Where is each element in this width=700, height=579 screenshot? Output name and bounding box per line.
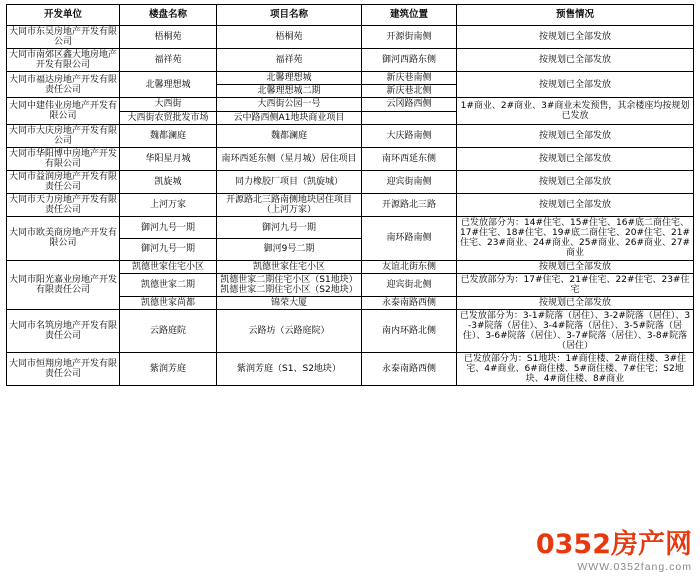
cell-building-name: 大西街农贸批发市场 — [120, 111, 217, 124]
cell-location — [362, 111, 457, 124]
cell-developer: 大同市华阳博中房地产开发有限公司 — [7, 147, 120, 170]
table-row — [7, 194, 694, 217]
cell-building-name: 梧桐苑 — [120, 26, 217, 49]
cell-building-name: 大西街 — [120, 98, 217, 111]
cell-project-name: 大西街公园一号 — [217, 98, 362, 111]
watermark-logo — [442, 531, 692, 573]
table-row — [7, 98, 694, 111]
col-header-building: 楼盘名称 — [120, 5, 217, 26]
cell-location: 大庆路南侧 — [362, 124, 457, 147]
cell-developer: 大同市欧美商房地产开发有限公司 — [7, 217, 120, 260]
cell-project-name: 锦荣大厦 — [217, 296, 362, 309]
cell-sale-status: 按规划已全部发放 — [457, 260, 694, 273]
watermark-sub: WWW.0352fang.com — [577, 561, 692, 573]
cell-sale-status: 按规划已全部发放 — [457, 296, 694, 309]
table-row — [7, 26, 694, 49]
cell-project-name: 魏都澜庭 — [217, 124, 362, 147]
table-row — [7, 260, 694, 273]
cell-location: 南环西延东侧 — [362, 147, 457, 170]
cell-building-name: 北馨理想城 — [120, 72, 217, 98]
cell-developer: 大同市东吴房地产开发有限公司 — [7, 26, 120, 49]
cell-building-name: 紫润芳庭 — [120, 353, 217, 386]
cell-location: 新庆巷南侧 — [362, 72, 457, 85]
cell-building-name: 魏都澜庭 — [120, 124, 217, 147]
table-row — [7, 124, 694, 147]
cell-location: 永泰南路西侧 — [362, 296, 457, 309]
cell-developer: 大同市福达房地产开发有限责任公司 — [7, 72, 120, 98]
cell-sale-status: 已发放部分为：S1地块：1#商住楼、2#商住楼、3#住宅、4#商业、6#商住楼、5#商住楼、7#住宅；S2地块、4#商住楼、8#商业 — [457, 353, 694, 386]
cell-sale-status: 按规划已全部发放 — [457, 170, 694, 193]
cell-project-name: 紫润芳庭（S1、S2地块） — [217, 353, 362, 386]
cell-sale-status: 1#商业、2#商业、3#商业未发预售，其余楼座均按规划已发放 — [457, 98, 694, 124]
cell-developer: 大同市名筑房地产开发有限责任公司 — [7, 309, 120, 352]
cell-developer: 大同市恒翔房地产开发有限责任公司 — [7, 353, 120, 386]
cell-location: 新庆巷北侧 — [362, 85, 457, 98]
col-header-project: 项目名称 — [217, 5, 362, 26]
watermark-number: 0352 — [535, 529, 611, 560]
cell-building-name: 华阳星月城 — [120, 147, 217, 170]
cell-developer: 大同中建伟业房地产开发有限公司 — [7, 98, 120, 124]
cell-building-name: 上河万家 — [120, 194, 217, 217]
cell-sale-status: 按规划已全部发放 — [457, 194, 694, 217]
cell-building-name: 凯德世家尚都 — [120, 296, 217, 309]
cell-building-name: 御河九号一期 — [120, 238, 217, 260]
cell-project-name: 梧桐苑 — [217, 26, 362, 49]
cell-sale-status: 按规划已全部发放 — [457, 26, 694, 49]
table-row — [7, 309, 694, 352]
cell-location: 开源路北三路 — [362, 194, 457, 217]
cell-developer: 大同市天力房地产开发有限责任公司 — [7, 194, 120, 217]
cell-project-name: 云中路西侧A1地块商业项目 — [217, 111, 362, 124]
col-header-developer: 开发单位 — [7, 5, 120, 26]
cell-project-name: 御河九号一期 — [217, 217, 362, 239]
cell-location: 南环路南侧 — [362, 217, 457, 260]
table-header-row — [7, 5, 694, 26]
cell-location: 迎宾街南侧 — [362, 170, 457, 193]
cell-project-name: 凯德世家住宅小区 — [217, 260, 362, 273]
cell-sale-status: 按规划已全部发放 — [457, 124, 694, 147]
watermark-text: 房产网 — [611, 529, 692, 560]
cell-location: 南内环路北侧 — [362, 309, 457, 352]
col-header-location: 建筑位置 — [362, 5, 457, 26]
cell-project-name: 北馨理想城 — [217, 72, 362, 85]
cell-developer: 大同市南郊区鑫大地房地产开发有限公司 — [7, 49, 120, 72]
presale-table — [6, 4, 694, 386]
cell-project-name: 云路坊（云路庭院） — [217, 309, 362, 352]
cell-developer: 大同市阳光嘉业房地产开发有限责任公司 — [7, 260, 120, 309]
cell-location: 云冈路西侧 — [362, 98, 457, 111]
cell-project-name: 凯德世家二期住宅小区（S1地块） 凯德世家二期住宅小区（S2地块） — [217, 273, 362, 296]
cell-location: 迎宾街北侧 — [362, 273, 457, 296]
cell-sale-status: 已发放部分为：14#住宅、15#住宅、16#底二商住宅、17#住宅、18#住宅、19#底二商住宅、20#住宅、21#住宅、23#商业、24#商业、25#商业、26#商业、27#商业 — [457, 217, 694, 260]
table-row — [7, 49, 694, 72]
table-row — [7, 217, 694, 239]
cell-project-name: 北馨理想城二期 — [217, 85, 362, 98]
cell-location: 永泰南路西侧 — [362, 353, 457, 386]
cell-project-name: 同力橡胶厂项目（凯旋城） — [217, 170, 362, 193]
col-header-sale-status: 预售情况 — [457, 5, 694, 26]
cell-sale-status: 已发放部分为：3-1#院落（居住）、3-2#院落（居住）、3-3#院落（居住）、3-4#院落（居住）、3-5#院落（居住）、3-6#院落（居住）、3-7#院落（居住）、3-8#院落（居住） — [457, 309, 694, 352]
cell-building-name: 御河九号一期 — [120, 217, 217, 239]
table-row — [7, 147, 694, 170]
document-page — [0, 4, 700, 579]
cell-location: 友谊北街东侧 — [362, 260, 457, 273]
cell-building-name: 凯旋城 — [120, 170, 217, 193]
table-row — [7, 170, 694, 193]
cell-sale-status: 已发放部分为：17#住宅、21#住宅、22#住宅、23#住宅 — [457, 273, 694, 296]
cell-project-name: 开源路北三路南侧地块居住项目（上河万家） — [217, 194, 362, 217]
cell-building-name: 云路庭院 — [120, 309, 217, 352]
cell-project-name: 南环西延东侧（星月城）居住项目 — [217, 147, 362, 170]
watermark-main — [442, 531, 692, 558]
cell-project-name: 御河9号二期 — [217, 238, 362, 260]
cell-sale-status: 按规划已全部发放 — [457, 49, 694, 72]
table-row — [7, 72, 694, 85]
cell-developer: 大同市益润房地产开发有限责任公司 — [7, 170, 120, 193]
cell-building-name: 凯德世家二期 — [120, 273, 217, 296]
table-header — [7, 5, 694, 26]
cell-location: 开源街南侧 — [362, 26, 457, 49]
cell-sale-status: 按规划已全部发放 — [457, 147, 694, 170]
cell-building-name: 福祥苑 — [120, 49, 217, 72]
cell-developer: 大同市大庆房地产开发有限公司 — [7, 124, 120, 147]
table-body — [7, 26, 694, 386]
cell-project-name: 福祥苑 — [217, 49, 362, 72]
cell-sale-status: 按规划已全部发放 — [457, 72, 694, 98]
cell-location: 御河西路东侧 — [362, 49, 457, 72]
table-row — [7, 353, 694, 386]
cell-building-name: 凯德世家住宅小区 — [120, 260, 217, 273]
